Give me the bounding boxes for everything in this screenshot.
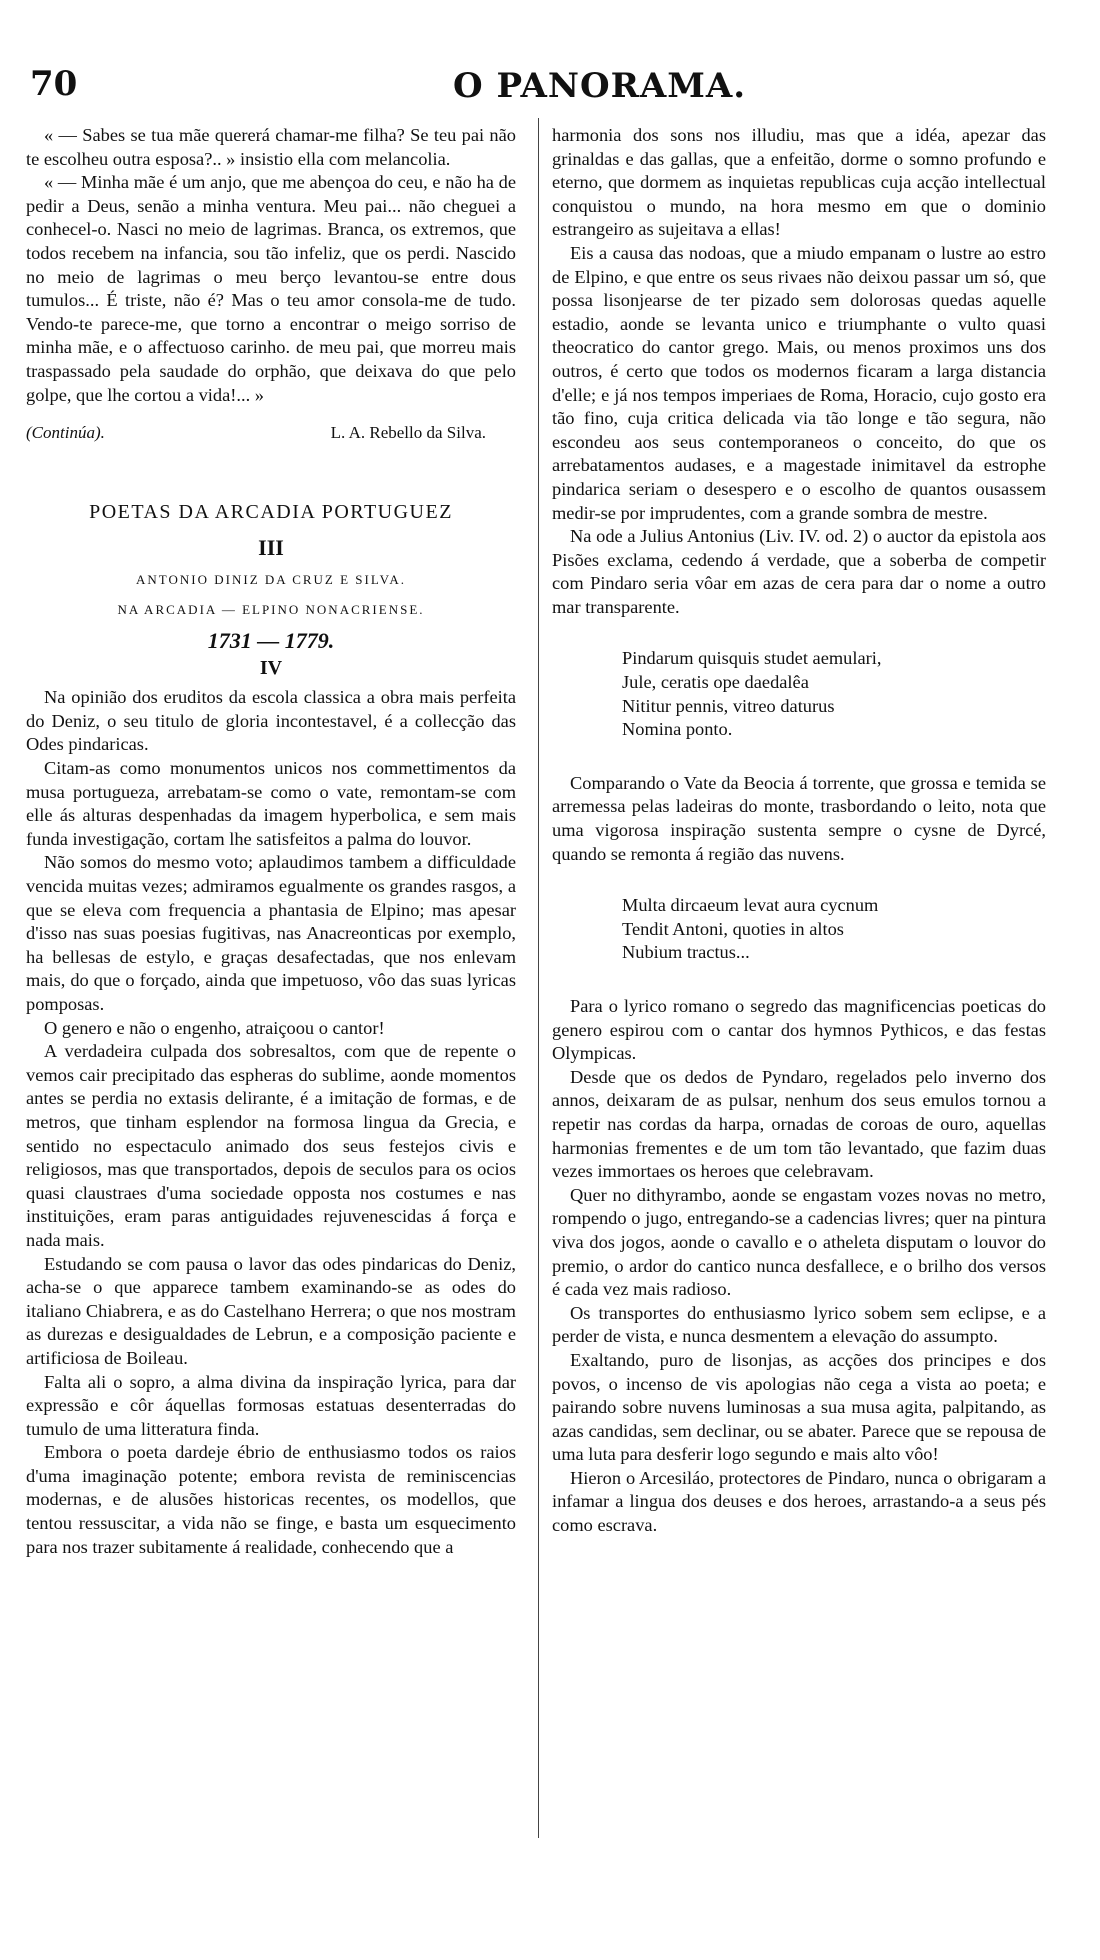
paragraph: Não somos do mesmo voto; aplaudimos tambem a difficuldade vencida muitas vezes; admiramos egualmente os grandes rasgos, a que se eleva com frequencia a phantasia de Elpino; mas apesar d'isso nas suas poesias fugitivas, nas Anacreonticas por exemplo, ha bellesas de estylo, e graças desafectadas, que nos enlevam mais, do que o forçado, ainda que impetuoso, vôo das suas lyricas pomposas. — [26, 852, 516, 1014]
paragraph: Os transportes do enthusiasmo lyrico sobem sem eclipse, e a perder de vista, e nunca desmentem a elevação do assumpto. — [552, 1302, 1046, 1347]
paragraph: Citam-as como monumentos unicos nos commettimentos da musa portugueza, arrebatam-se como o vate, remontam-se com elle ás alturas despenhadas da imagem hyperbolica, e sem mais funda investigação, cortam lhe satisfeitos a palma do louvor. — [26, 758, 516, 849]
paragraph: harmonia dos sons nos illudiu, mas que a idéa, apezar das grinaldas e das gallas, que a enfeitão, dorme o somno profundo e eterno, que dormem as inquietas republicas cuja acção intellectual conquistou o mundo, na hora mesmo em que o dominio estrangeiro as sujeitava a ellas! — [552, 125, 1046, 240]
paragraph: A verdadeira culpada dos sobresaltos, com que de repente o vemos cair precipitado das espheras do sublime, aonde momentos antes se perdia no extasis delirante, é a imitação de formas, e de metros, que tinham esplendor na formosa lingua da Grecia, e sentido no espectaculo animado dos seus festejos civis e religiosos, mas que transportados, depois de seculos para os ocios quasi claustraes d'uma sociedade opposta nos costumes e nas instituições, eram paras antiguidades rejuvenescidas á força e nada mais. — [26, 1041, 516, 1250]
section-title: POETAS DA ARCADIA PORTUGUEZ — [89, 500, 453, 523]
journal-title: O PANORAMA. — [453, 66, 747, 106]
paragraph: Na ode a Julius Antonius (Liv. IV. od. 2) o auctor da epistola aos Pisões exclama, cedendo á verdade, que a soberba de competir com Pindaro seria vôar em azas de cera para dar o nome a outro mar transparente. — [552, 526, 1046, 617]
verse-line: Nomina ponto. — [622, 719, 733, 740]
paragraph: Estudando se com pausa o lavor das odes pindaricas do Deniz, acha-se o que apparece tambem examinando-se as odes do italiano Chiabrera, e as do Castelhano Herrera; o que nos mostram as durezas e desigualdades de Lebrun, e a composição paciente e artificiosa de Boileau. — [26, 1253, 516, 1368]
paragraph: Falta ali o sopro, a alma divina da inspiração lyrica, para dar expressão e côr áquellas formosas estatuas desenterradas do tumulo de uma litteratura finda. — [26, 1371, 516, 1439]
latin-verse-2 — [622, 894, 1046, 965]
column-divider — [538, 118, 539, 1838]
verse-line: Multa dircaeum levat aura cycnum — [622, 895, 879, 916]
verse-line: Pindarum quisquis studet aemulari, — [622, 648, 882, 669]
arcadia-name: NA ARCADIA — ELPINO NONACRIENSE. — [117, 601, 425, 617]
continua-note: (Continúa). — [26, 423, 105, 443]
page-header — [25, 64, 1075, 114]
paragraph: Exaltando, puro de lisonjas, as acções dos principes e dos povos, o incenso de vis apologias não cega a vista ao poeta; e pairando sobre nuvens luminosas a sua musa agita, palpitando, as azas candidas, sem declinar, ou se abater. Parece que se repousa de uma luta para desferir logo segundo e mais alto vôo! — [552, 1349, 1046, 1465]
paragraph: Desde que os dedos de Pyndaro, regelados pelo inverno dos annos, deixaram de as pulsar, nenhum dos seus emulos tornou a repetir nas cordas da harpa, ornadas de coroas de ouro, aquellas harmonias frementes e de um tom tão levantado, que fazim duas vezes immortaes os heroes que celebravam. — [552, 1066, 1046, 1182]
subsection-number: IV — [259, 656, 283, 679]
paragraph: Eis a causa das nodoas, que a miudo empanam o lustre ao estro de Elpino, e que entre os seus rivaes não deixou passar um só, que possa lisonjearse de ter pizado sem dolorosas quedas aquelle estadio, aonde se levanta unico e triumphante o vulto quasi theocratico do cantor grego. Mais, ou menos proximos uns dos outros, é certo que todos os modernos ficaram a larga distancia d'elle; e já nos tempos imperiaes de Roma, Horacio, cujo gosto era tão fino, cuja critica delicada via tão longe e tão segura, não escondeu aos seus contemporaneos o conceito, do que os arrebatamentos audases, e a magestade inimitavel da estrophe pindarica seriam o desespero e o escolho de quantos ousassem medir-se por imprudentes, com a grande sombra de mestre. — [552, 242, 1046, 523]
author-signature: L. A. Rebello da Silva. — [330, 423, 486, 443]
latin-verse-1 — [622, 647, 1046, 741]
poet-name: ANTONIO DINIZ DA CRUZ E SILVA. — [136, 571, 406, 587]
section-number: III — [258, 535, 284, 561]
left-column — [26, 124, 516, 1559]
paragraph: « — Sabes se tua mãe quererá chamar-me filha? Se teu pai não te escolheu outra esposa?.. » insistio ella com melancolia. — [26, 125, 516, 169]
paragraph: O genero e não o engenho, atraiçoou o cantor! — [44, 1017, 385, 1038]
paragraph: Comparando o Vate da Beocia á torrente, que grossa e temida se arremessa pelas ladeiras do monte, trasbordando o leito, nota que uma vigorosa inspiração sustenta sempre o cysne de Dyrcé, quando se remonta á região das nuvens. — [552, 772, 1046, 864]
years: 1731 — 1779. — [207, 628, 335, 654]
right-column — [552, 124, 1046, 1538]
verse-line: Nubium tractus... — [622, 942, 750, 963]
paragraph: Para o lyrico romano o segredo das magnificencias poeticas do genero espirou com o cantar dos hymnos Pythicos, e das festas Olympicas. — [552, 996, 1046, 1064]
paragraph: Na opinião dos eruditos da escola classica a obra mais perfeita do Deniz, o seu titulo de gloria incontestavel, é a collecção das Odes pindaricas. — [26, 687, 516, 755]
page-number: 70 — [30, 64, 78, 104]
verse-line: Nititur pennis, vitreo daturus — [622, 695, 835, 716]
paragraph: Embora o poeta dardeje ébrio de enthusiasmo todos os raios d'uma imaginação potente; embora revista de reminiscencias modernas, e de alusões historicas recentes, os modellos, que tentou ressuscitar, a vida não se finge, e basta um esquecimento para nos trazer subitamente á realidade, conhecendo que a — [26, 1442, 516, 1557]
paragraph: Hieron o Arcesiláo, protectores de Pindaro, nunca o obrigaram a infamar a lingua dos deuses e dos heroes, arrastando-a a seus pés como escrava. — [552, 1467, 1046, 1536]
paragraph: Quer no dithyrambo, aonde se engastam vozes novas no metro, rompendo o jugo, entregando-se a cadencias livres; quer na pintura viva dos jogos, aonde o cavallo e o atheleta disputam o louvor do premio, o ardor do cantico nunca desfallece, e o brilho dos versos é cada vez mais radioso. — [552, 1184, 1046, 1300]
verse-line: Jule, ceratis ope daedalêa — [622, 672, 809, 693]
verse-line: Tendit Antoni, quoties in altos — [622, 918, 844, 939]
signature-line — [26, 421, 516, 445]
paragraph: « — Minha mãe é um anjo, que me abençoa do ceu, e não ha de pedir a Deus, senão a minha ventura. Meu pai... não cheguei a conhecel-o. Nasci no meio de lagrimas. Branca, os extremos, que todos recebem na infancia, sou tão infeliz, que os perdi. Nascido no meio de lagrimas o meu berço levantou-se entre dous tumulos... É triste, não é? Mas o teu amor consola-me de tudo. Vendo-te parece-me, que torno a encontrar o meigo sorriso de minha mãe, e o affectuoso carinho. de meu pai, que morreu mais traspassado pela saudade do orphão, que deixava do que pelo golpe, que lhe cortou a vida!... » — [26, 172, 516, 405]
